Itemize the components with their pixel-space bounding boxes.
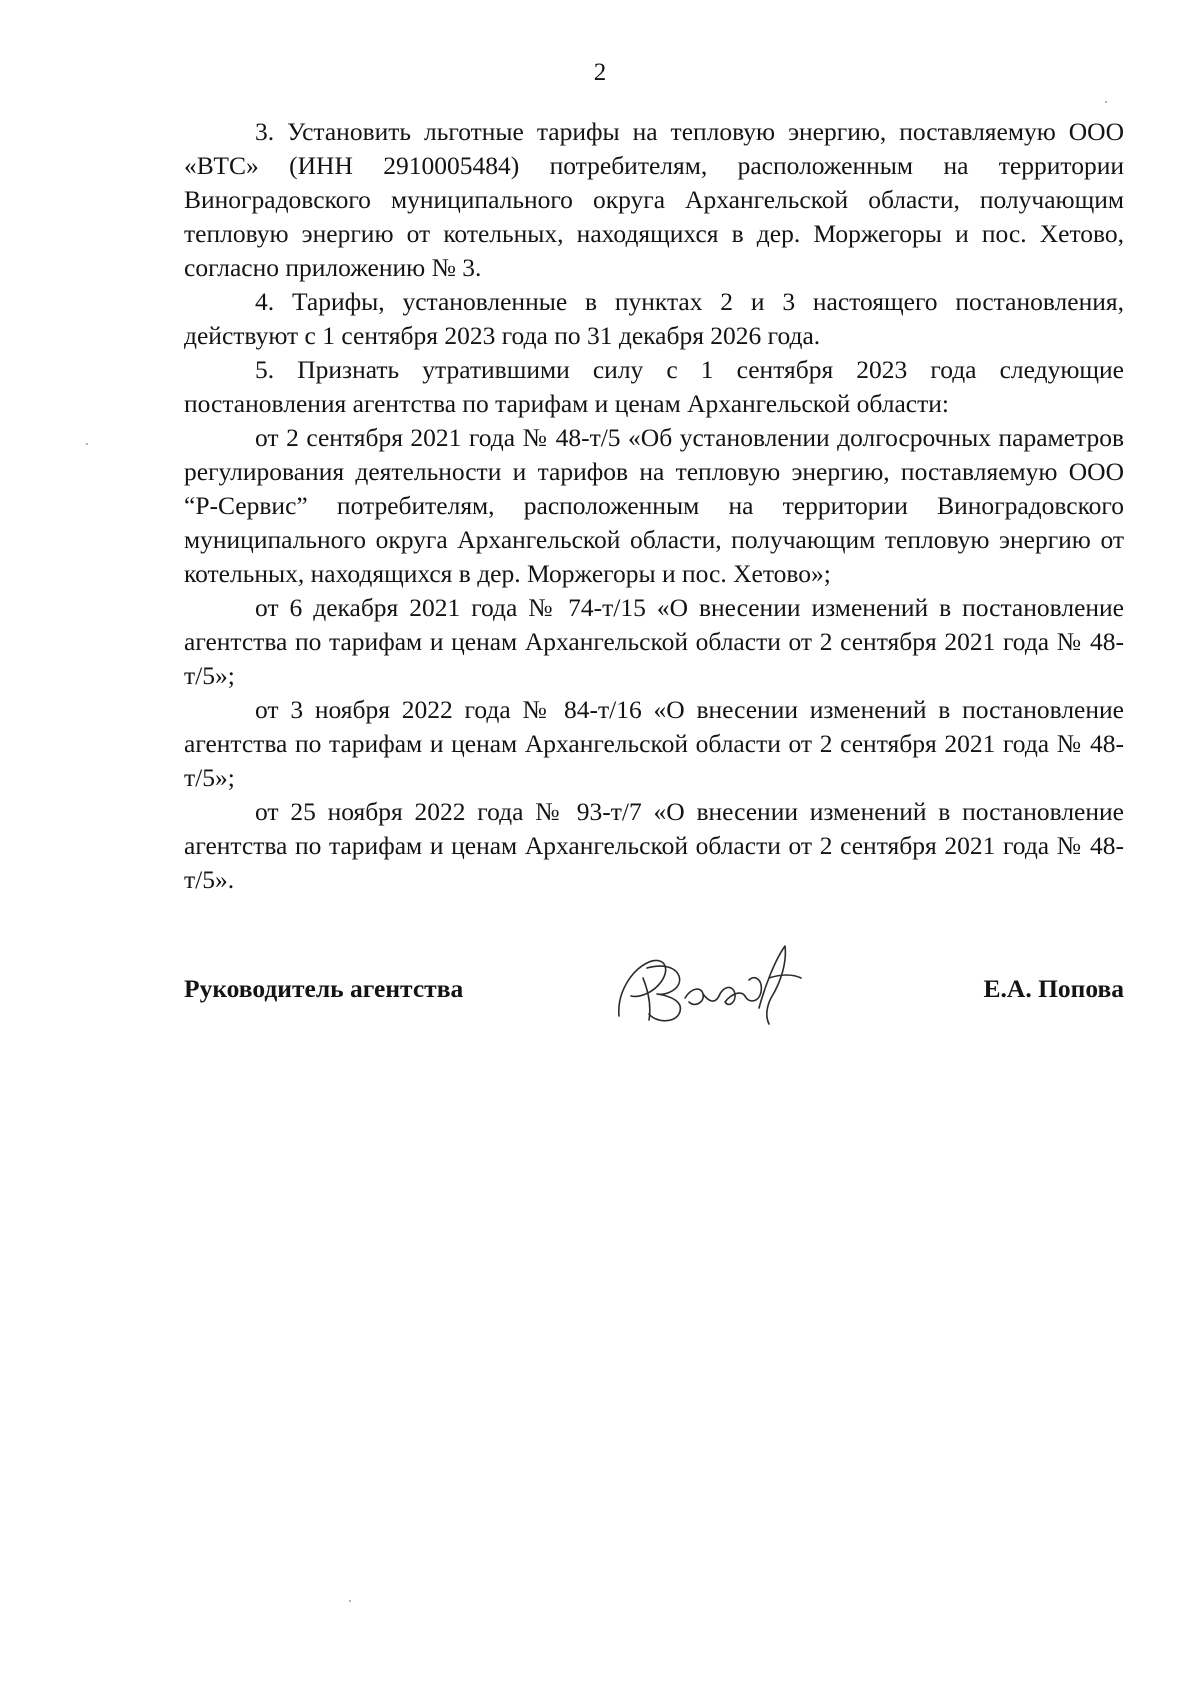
repealed-resolution-74-t15: от 6 декабря 2021 года № 74-т/15 «О внесении изменений в постановление агентства по тарифам и ценам Архангельской области от 2 сентября 2021 года № 48-т/5»;	[184, 593, 1124, 690]
scan-speck	[349, 1600, 351, 1602]
repealed-resolution-93-t7: от 25 ноября 2022 года № 93-т/7 «О внесении изменений в постановление агентства по тарифам и ценам Архангельской области от 2 сентября 2021 года № 48-т/5».	[184, 797, 1124, 894]
repealed-resolution-48-t5: от 2 сентября 2021 года № 48-т/5 «Об установлении долгосрочных параметров регулирования деятельности и тарифов на тепловую энергию, поставляемую ООО “Р-Сервис” потребителям, расположенным на территории Виноградовского муниципального округа Архангельской области, получающим тепловую энергию от котельных, находящихся в дер. Моржегоры и пос. Хетово»;	[184, 423, 1124, 588]
handwritten-signature	[609, 938, 809, 1030]
scan-speck	[1105, 101, 1107, 103]
page-number: 2	[593, 59, 607, 86]
scan-speck	[86, 443, 88, 445]
paragraph-item-3: 3. Установить льготные тарифы на тепловую энергию, поставляемую ООО «ВТС» (ИНН 2910005484) потребителям, расположенным на территории Виноградовского муниципального округа Архангельской области, получающим тепловую энергию от котельных, находящихся в дер. Моржегоры и пос. Хетово, согласно приложению № 3.	[184, 117, 1124, 282]
signatory-name: Е.А. Попова	[983, 974, 1124, 1003]
paragraph-item-4: 4. Тарифы, установленные в пунктах 2 и 3 настоящего постановления, действуют с 1 сентября 2023 года по 31 декабря 2026 года.	[184, 287, 1124, 350]
signatory-title: Руководитель агентства	[184, 974, 464, 1003]
repealed-resolution-84-t16: от 3 ноября 2022 года № 84-т/16 «О внесении изменений в постановление агентства по тарифам и ценам Архангельской области от 2 сентября 2021 года № 48-т/5»;	[184, 695, 1124, 792]
paragraph-item-5: 5. Признать утратившими силу с 1 сентября 2023 года следующие постановления агентства по тарифам и ценам Архангельской области:	[184, 355, 1124, 418]
document-body	[184, 115, 1124, 897]
signature-block	[184, 960, 1124, 1030]
